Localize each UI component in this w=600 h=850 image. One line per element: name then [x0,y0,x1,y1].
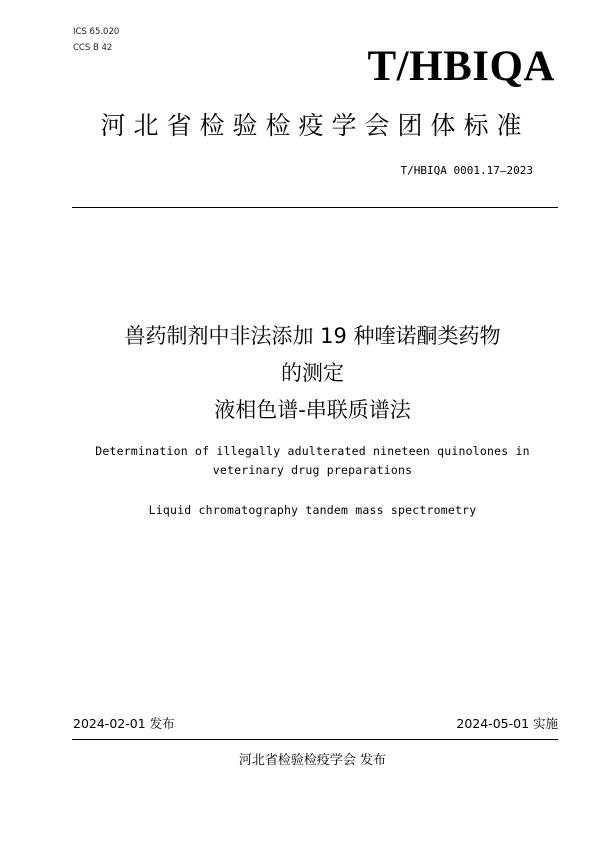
implementation-date: 2024-05-01 实施 [456,716,558,731]
chinese-title-line-3: 液相色谱-串联质谱法 [214,398,411,422]
chinese-title-line-1: 兽药制剂中非法添加 19 种喹诺酮类药物 [124,324,501,348]
ccs-code: CCS B 42 [73,43,113,53]
ics-code: ICS 65.020 [73,27,120,37]
english-title-line-1: Determination of illegally adulterated nineteen quinolones in [95,444,530,458]
organization-standard-title: 河北省检验检疫学会团体标准 [100,111,530,140]
publisher: 河北省检验检疫学会 发布 [238,753,387,768]
top-divider [72,207,558,208]
chinese-title-line-2: 的测定 [281,361,344,385]
issue-date: 2024-02-01 发布 [73,716,175,731]
english-title-line-2: veterinary drug preparations [212,463,413,477]
bottom-divider [72,739,558,740]
english-subtitle: Liquid chromatography tandem mass spectrometry [148,503,477,517]
standard-number: T/HBIQA 0001.17—2023 [400,164,533,177]
standard-logo: T/HBIQA [367,43,555,90]
